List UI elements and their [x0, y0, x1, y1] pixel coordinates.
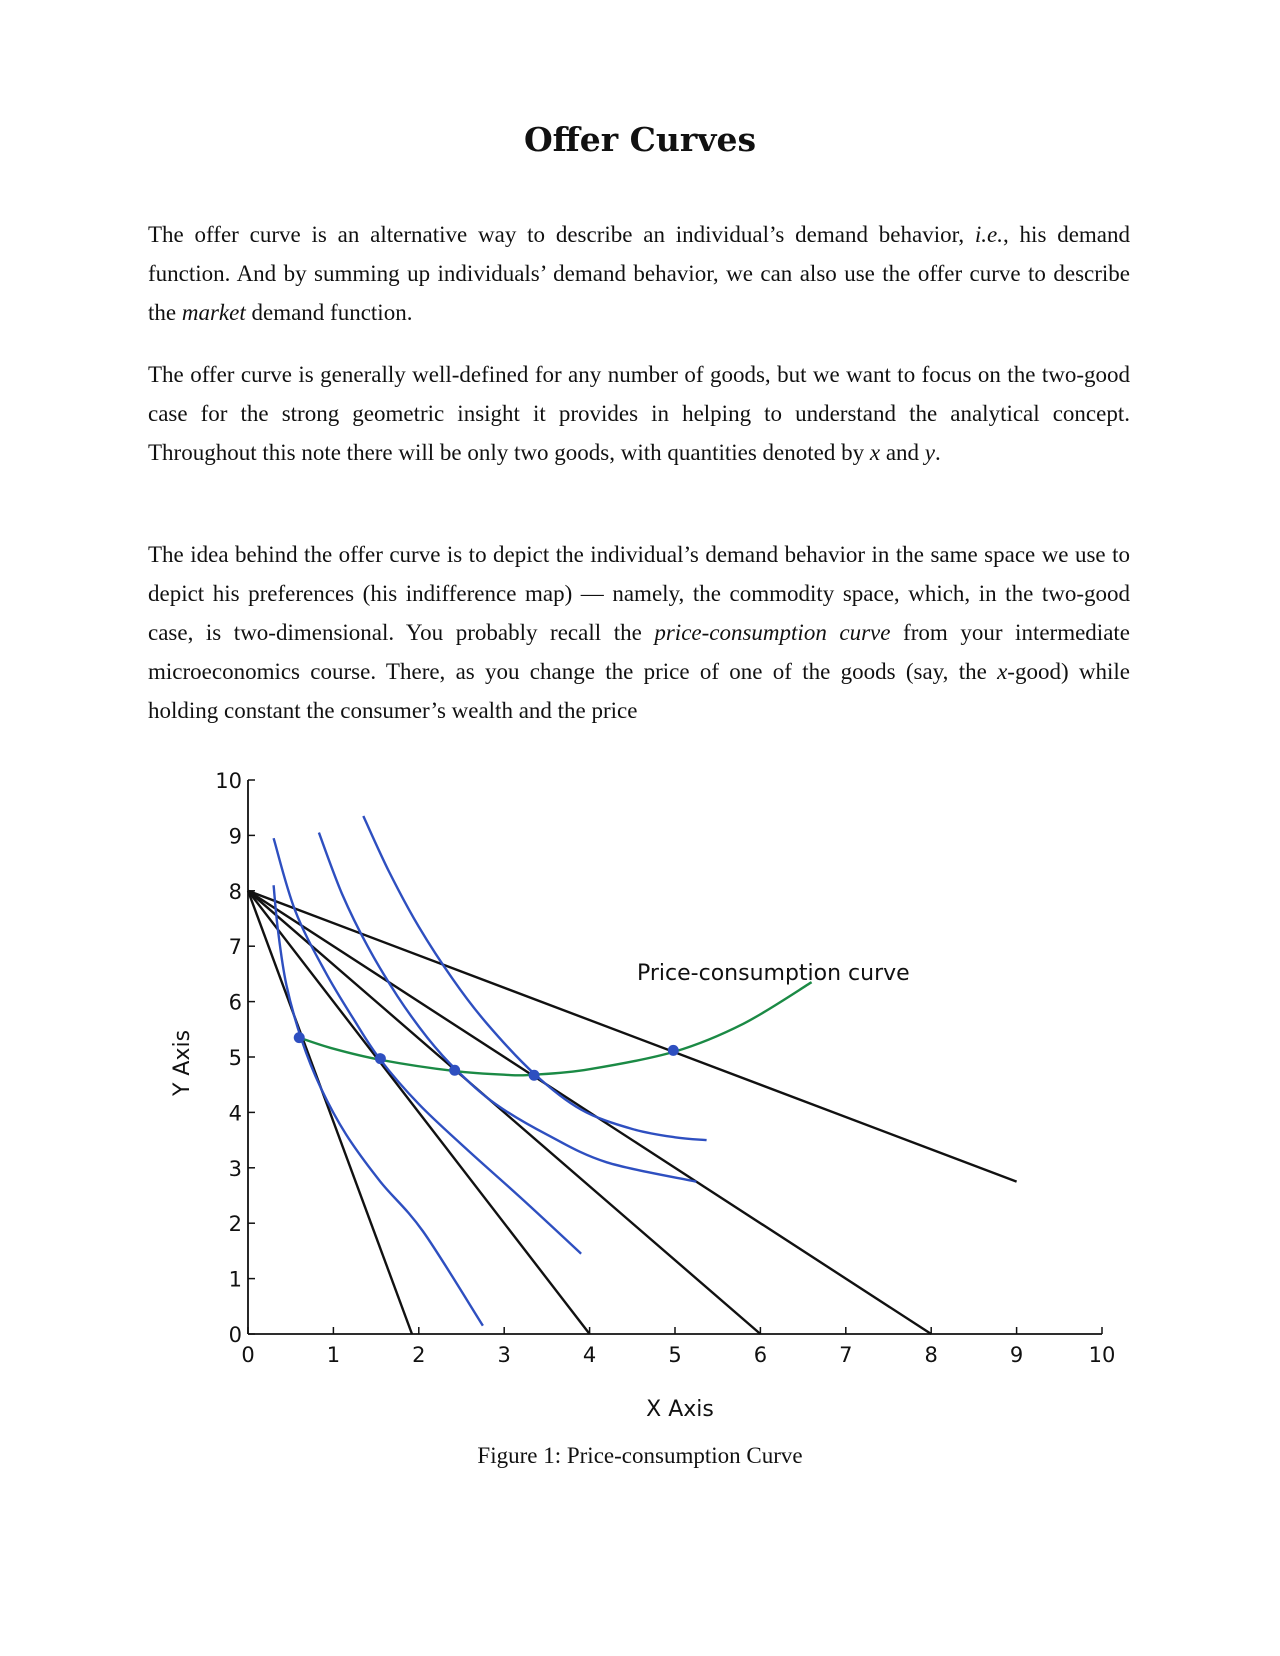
x-tick-label-5: 5 — [668, 1343, 682, 1367]
indifference-curve-3 — [319, 833, 697, 1182]
pcc-term: price-consumption curve — [654, 620, 891, 645]
paragraph-3-text-c: -good) while holding constant the consumer’s wealth and the price — [148, 659, 1130, 723]
paragraph-1-text-a: The offer curve is an alternative way to describe an individual’s demand behavior, — [148, 222, 975, 247]
pcc-annotation: Price-consumption curve — [637, 961, 910, 986]
market-term: market — [181, 300, 246, 325]
optimal-point-5 — [668, 1045, 679, 1056]
x-tick-label-3: 3 — [497, 1343, 511, 1367]
paragraph-1-text-b: , his demand function. And by summing up individuals’ demand behavior, we can also use the offer curve to describe the — [148, 222, 1131, 325]
optimal-point-1 — [294, 1032, 305, 1043]
figure-caption: Figure 1: Price-consumption Curve — [477, 1443, 803, 1468]
y-tick-label-10: 10 — [215, 769, 242, 793]
budget-line-2 — [248, 891, 590, 1334]
y-tick-label-3: 3 — [228, 1156, 242, 1181]
ie-abbrev: i.e. — [974, 222, 1003, 247]
x-tick-label-0: 0 — [241, 1343, 255, 1367]
x-tick-label-10: 10 — [1088, 1343, 1116, 1367]
var-x-good: x — [997, 659, 1008, 684]
y-tick-label-1: 1 — [228, 1267, 242, 1292]
x-axis-label: X Axis — [646, 1397, 714, 1422]
y-tick-label-5: 5 — [228, 1046, 242, 1070]
paragraph-2-and: and — [880, 440, 925, 465]
var-x: x — [869, 440, 881, 465]
paragraph-3-text-a: The idea behind the offer curve is to depict the individual’s demand behavior in the same space we use to depict his preferences (his indifference map) — namely, the commodity space, which, in the two-good case, is two-dimensional. You probably recall the — [148, 542, 1130, 645]
page-title: Offer Curves — [523, 120, 757, 159]
paragraph-2-end: . — [935, 440, 941, 465]
y-tick-label-2: 2 — [228, 1212, 242, 1237]
y-axis-label: Y Axis — [170, 1029, 195, 1097]
paragraph-1-text-c: demand function. — [245, 300, 413, 325]
x-tick-label-6: 6 — [753, 1343, 768, 1367]
paragraph-2-text-a: The offer curve is generally well-defined for any number of goods, but we want to focus on the two-good case for the strong geometric insight it provides in helping to understand the analytical concept. Throughout this note there will be only two goods, with quantities denoted by — [148, 362, 1130, 465]
x-tick-label-7: 7 — [839, 1343, 853, 1367]
optimal-point-2 — [375, 1053, 386, 1064]
y-tick-label-4: 4 — [228, 1101, 242, 1126]
var-y: y — [924, 440, 936, 465]
indifference-curve-1 — [274, 885, 483, 1325]
x-tick-label-9: 9 — [1009, 1343, 1024, 1367]
x-tick-label-8: 8 — [924, 1343, 938, 1367]
budget-line-3 — [248, 891, 760, 1334]
budget-line-4 — [248, 891, 931, 1334]
x-tick-label-4: 4 — [582, 1343, 597, 1367]
y-tick-label-8: 8 — [228, 879, 242, 904]
y-tick-label-7: 7 — [228, 935, 242, 960]
optimal-point-3 — [449, 1065, 460, 1076]
x-tick-label-1: 1 — [326, 1343, 341, 1367]
y-tick-label-0: 0 — [228, 1323, 242, 1347]
y-tick-label-6: 6 — [228, 990, 242, 1015]
y-tick-label-9: 9 — [228, 824, 242, 849]
x-tick-label-2: 2 — [412, 1343, 426, 1367]
budget-line-1 — [248, 891, 412, 1334]
paragraph-3-text-b: from your intermediate microeconomics course. There, as you change the price of one of the goods (say, the — [148, 620, 1131, 684]
optimal-point-4 — [529, 1070, 540, 1081]
